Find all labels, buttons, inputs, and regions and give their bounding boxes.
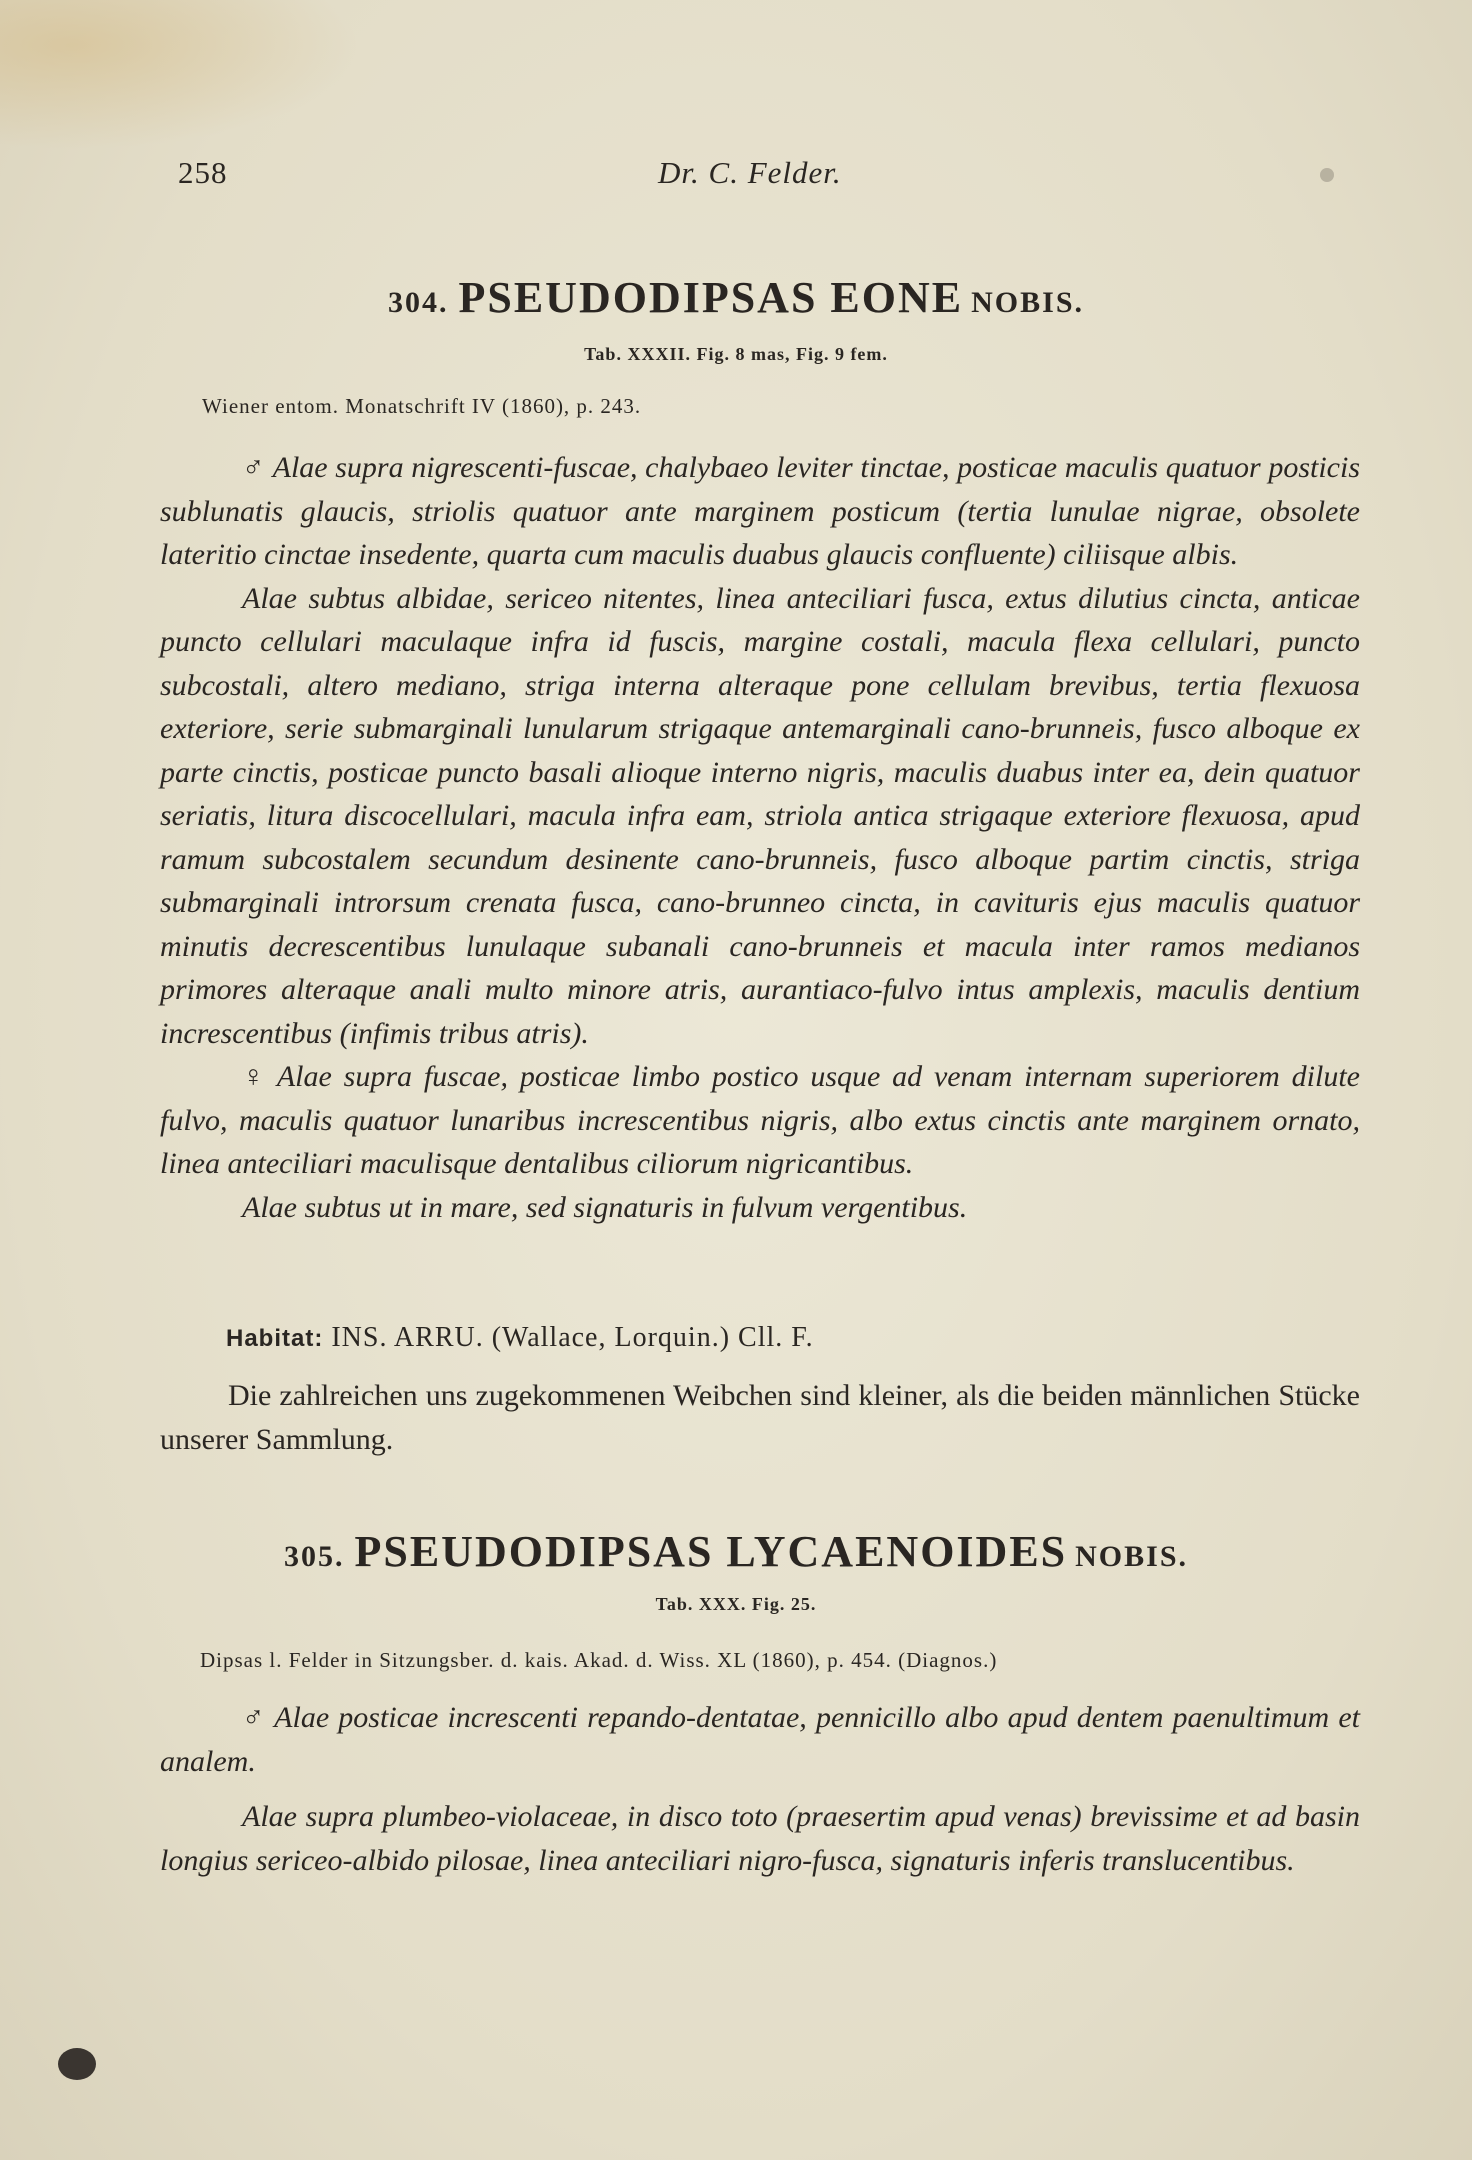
citation: Dipsas l. Felder in Sitzungsber. d. kais. Akad. d. Wiss. XL (1860), p. 454. (Diagnos.) (200, 1648, 998, 1672)
habitat-text: INS. ARRU. (Wallace, Lorquin.) Cll. F. (331, 1322, 814, 1353)
habitat-label: Habitat: (226, 1325, 324, 1352)
german-note-text: Die zahlreichen uns zugekommenen Weibchen sind kleiner, als die beiden männlichen Stücke unserer Sammlung. (160, 1379, 1360, 1456)
page-number: 258 (178, 155, 228, 190)
male-underside-paragraph: Alae subtus albidae, sericeo nitentes, linea anteciliari fusca, extus dilutius cincta, anticae puncto cellulari maculaque infra id fuscis, margine costali, macula flexa cellulari, puncto subcostali, altero mediano, striga interna alteraque pone cellulam brevibus, tertia flexuosa exteriore, serie submarginali lunularum strigaque antemarginali cano-brunneis, fusco alboque ex parte cinctis, posticae puncto basali alioque interno nigris, maculis duabus inter ea, dein quatuor seriatis, litura discocellulari, macula infra eam, striola antica strigaque exteriore flexuosa, apud ramum subcostalem secundum desinente cano-brunneis, fusco alboque partim cinctis, striga submarginali introrsum crenata fusca, cano-brunneo cincta, in cavituris ejus maculis quatuor minutis decrescentibus lunulaque subanali cano-brunneis et macula inter ramos medianos primores alteraque anali multo minore atris, aurantiaco-fulvo intus amplexis, maculis dentium increscentibus (infimis tribus atris). (160, 581, 1360, 1050)
species-author: NOBIS. (1075, 1540, 1189, 1573)
male-character-text: Alae posticae increscenti repando-dentatae, pennicillo albo apud dentem paenultimum et analem. (160, 1701, 1361, 1778)
male-symbol-icon: ♂ (242, 1701, 267, 1734)
female-upperside-paragraph (160, 1055, 1360, 1186)
species-name: PSEUDODIPSAS LYCAENOIDES (354, 1527, 1068, 1576)
citation: Wiener entom. Monatschrift IV (1860), p. 243. (202, 394, 642, 418)
description-305 (160, 1696, 1360, 1882)
male-character-paragraph (160, 1696, 1360, 1783)
male-upperside-text: Alae supra nigrescenti-fuscae, chalybaeo leviter tinctae, posticae maculis quatuor posticis sublunatis glaucis, striolis quatuor ante marginem posticum (tertia lunulae nigrae, obsolete lateritio cinctae insedente, quarta cum maculis duabus glaucis confluente) ciliisque albis. (160, 451, 1361, 571)
species-number: 304. (387, 286, 449, 319)
species-title-305 (0, 1526, 1472, 1577)
female-underside-paragraph: Alae subtus ut in mare, sed signaturis in fulvum vergentibus. (242, 1190, 968, 1224)
page-header (178, 155, 1368, 195)
running-head: Dr. C. Felder. (658, 155, 842, 190)
male-upperside-paragraph (160, 446, 1360, 577)
ink-speck (58, 2048, 96, 2080)
male-symbol-icon: ♂ (242, 451, 265, 484)
female-upperside-text: Alae supra fuscae, posticae limbo postico usque ad venam internam superiorem dilute fulvo, maculis quatuor lunaribus increscentibus nigris, albo extus cinctis ante marginem ornato, linea anteciliari maculisque dentalibus ciliorum nigricantibus. (160, 1060, 1360, 1180)
female-symbol-icon: ♀ (242, 1060, 269, 1093)
german-note (160, 1374, 1360, 1462)
habitat-line (226, 1322, 1356, 1354)
plate-reference: Tab. XXXII. Fig. 8 mas, Fig. 9 fem. (584, 344, 888, 364)
species-number: 305. (283, 1540, 345, 1573)
upperside-paragraph: Alae supra plumbeo-violaceae, in disco toto (praesertim apud venas) brevissime et ad basin longius sericeo-albido pilosae, linea anteciliari nigro-fusca, signaturis inferis translucentibus. (160, 1800, 1360, 1877)
species-author: NOBIS. (971, 286, 1085, 319)
species-title-304 (0, 272, 1472, 323)
species-name: PSEUDODIPSAS EONE (458, 273, 964, 322)
description-304 (160, 446, 1360, 1229)
plate-reference: Tab. XXX. Fig. 25. (655, 1594, 817, 1614)
paper-stain (0, 0, 360, 150)
